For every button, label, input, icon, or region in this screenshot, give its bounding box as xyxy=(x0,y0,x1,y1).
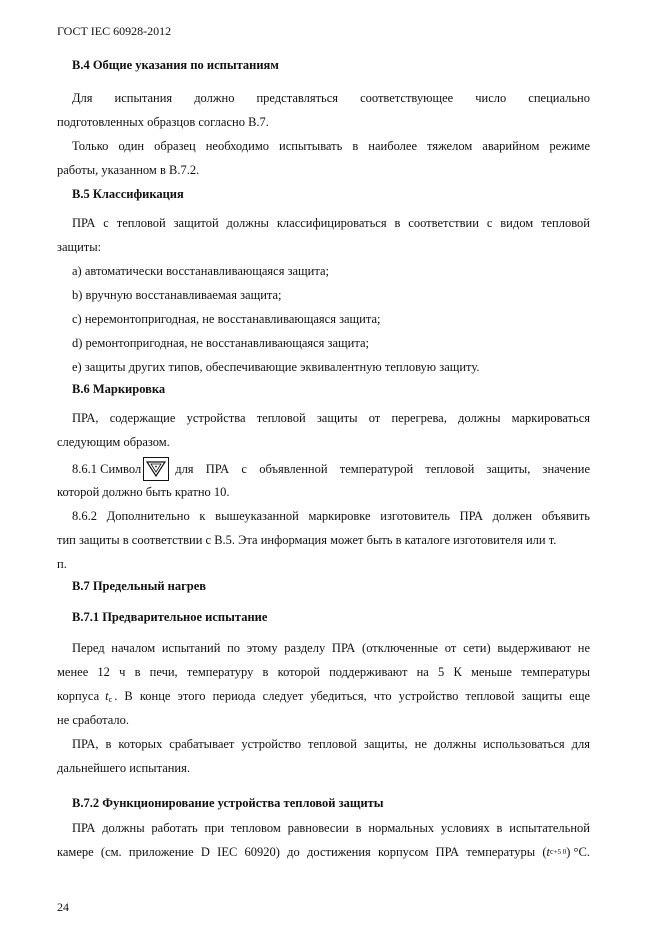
thermal-protection-symbol-icon xyxy=(143,457,169,481)
paragraph-line: дальнейшего испытания. xyxy=(57,761,190,775)
paragraph-line: ПРА, в которых срабатывает устройство тепловой защиты, не должны использоваться для xyxy=(72,737,590,751)
section-title-b7: B.7 Предельный нагрев xyxy=(72,579,207,593)
paragraph-line-temp xyxy=(57,844,590,860)
paragraph-line: Для испытания должно представляться соответствующее число специально xyxy=(72,91,590,105)
paragraph-line: тип защиты в соответствии с В.5. Эта информация может быть в каталоге изготовителя или т. xyxy=(57,533,557,547)
paragraph-line: не сработало. xyxy=(57,713,130,727)
paragraph-line: Только один образец необходимо испытывать в наиболее тяжелом аварийном режиме xyxy=(72,139,590,153)
symbol-tc xyxy=(99,688,112,708)
paragraph-line: которой должно быть кратно 10. xyxy=(57,485,230,499)
section-title-b4: B.4 Общие указания по испытаниям xyxy=(72,58,279,72)
symbol-sub: c xyxy=(108,695,113,704)
paragraph-line: следующим образом. xyxy=(57,435,170,449)
clause-861-end: для ПРА с объявленной температурой тепловой защиты, значение xyxy=(175,462,590,476)
text-fragment: ) °С. xyxy=(566,845,590,859)
subsection-title-b72: B.7.2 Функционирование устройства тепловой защиты xyxy=(72,796,384,810)
paragraph-line: менее 12 ч в печи, температуру в которой поддерживают на 5 К меньше температуры xyxy=(57,665,590,679)
list-item: a) автоматически восстанавливающаяся защита; xyxy=(72,264,330,278)
paragraph-line: работы, указанном в В.7.2. xyxy=(57,163,200,177)
section-title-b5: B.5 Классификация xyxy=(72,187,184,201)
symbol-sub: c xyxy=(549,847,554,856)
list-item: e) защиты других типов, обеспечивающие эквивалентную тепловую защиту. xyxy=(72,360,480,374)
paragraph-line: ПРА с тепловой защитой должны классифицироваться в соответствии с видом тепловой xyxy=(72,216,590,230)
paragraph-line: ПРА должны работать при тепловом равновесии в нормальных условиях в испытательной xyxy=(72,821,590,835)
subsection-title-b71: B.7.1 Предварительное испытание xyxy=(72,610,268,624)
paragraph-line: 8.6.2 Дополнительно к вышеуказанной маркировке изготовитель ПРА должен объявить xyxy=(72,509,590,523)
paragraph-line: п. xyxy=(57,557,67,571)
symbol-t: t xyxy=(105,689,109,703)
text-fragment: . В конце этого периода следует убедиться, что устройство тепловой защиты еще xyxy=(114,689,590,703)
paragraph-line: ПРА, содержащие устройства тепловой защиты от перегрева, должны маркироваться xyxy=(72,411,590,425)
section-title-b6: B.6 Маркировка xyxy=(72,382,166,396)
paragraph-line: подготовленных образцов согласно В.7. xyxy=(57,115,269,129)
page-number: 24 xyxy=(57,900,69,914)
list-item: d) ремонтопригодная, не восстанавливающаяся защита; xyxy=(72,336,369,350)
symbol-t: t xyxy=(546,845,550,859)
paragraph-line-tc xyxy=(57,688,590,708)
list-item: b) вручную восстанавливаемая защита; xyxy=(72,288,282,302)
paragraph-line: защиты: xyxy=(57,240,102,254)
running-header: ГОСТ IEC 60928-2012 xyxy=(57,24,172,38)
list-item: c) неремонтопригодная, не восстанавливающаяся защита; xyxy=(72,312,381,326)
tolerance-superscript: +5 0 xyxy=(553,848,567,856)
clause-861-start: 8.6.1 Символ xyxy=(72,462,142,476)
text-fragment: корпуса xyxy=(57,689,100,703)
paragraph-line-symbol xyxy=(57,457,590,481)
text-fragment: камере (см. приложение D IEC 60920) до достижения корпусом ПРА температуры ( xyxy=(57,845,547,859)
paragraph-line: Перед началом испытаний по этому разделу ПРА (отключенные от сети) выдерживают не xyxy=(72,641,590,655)
